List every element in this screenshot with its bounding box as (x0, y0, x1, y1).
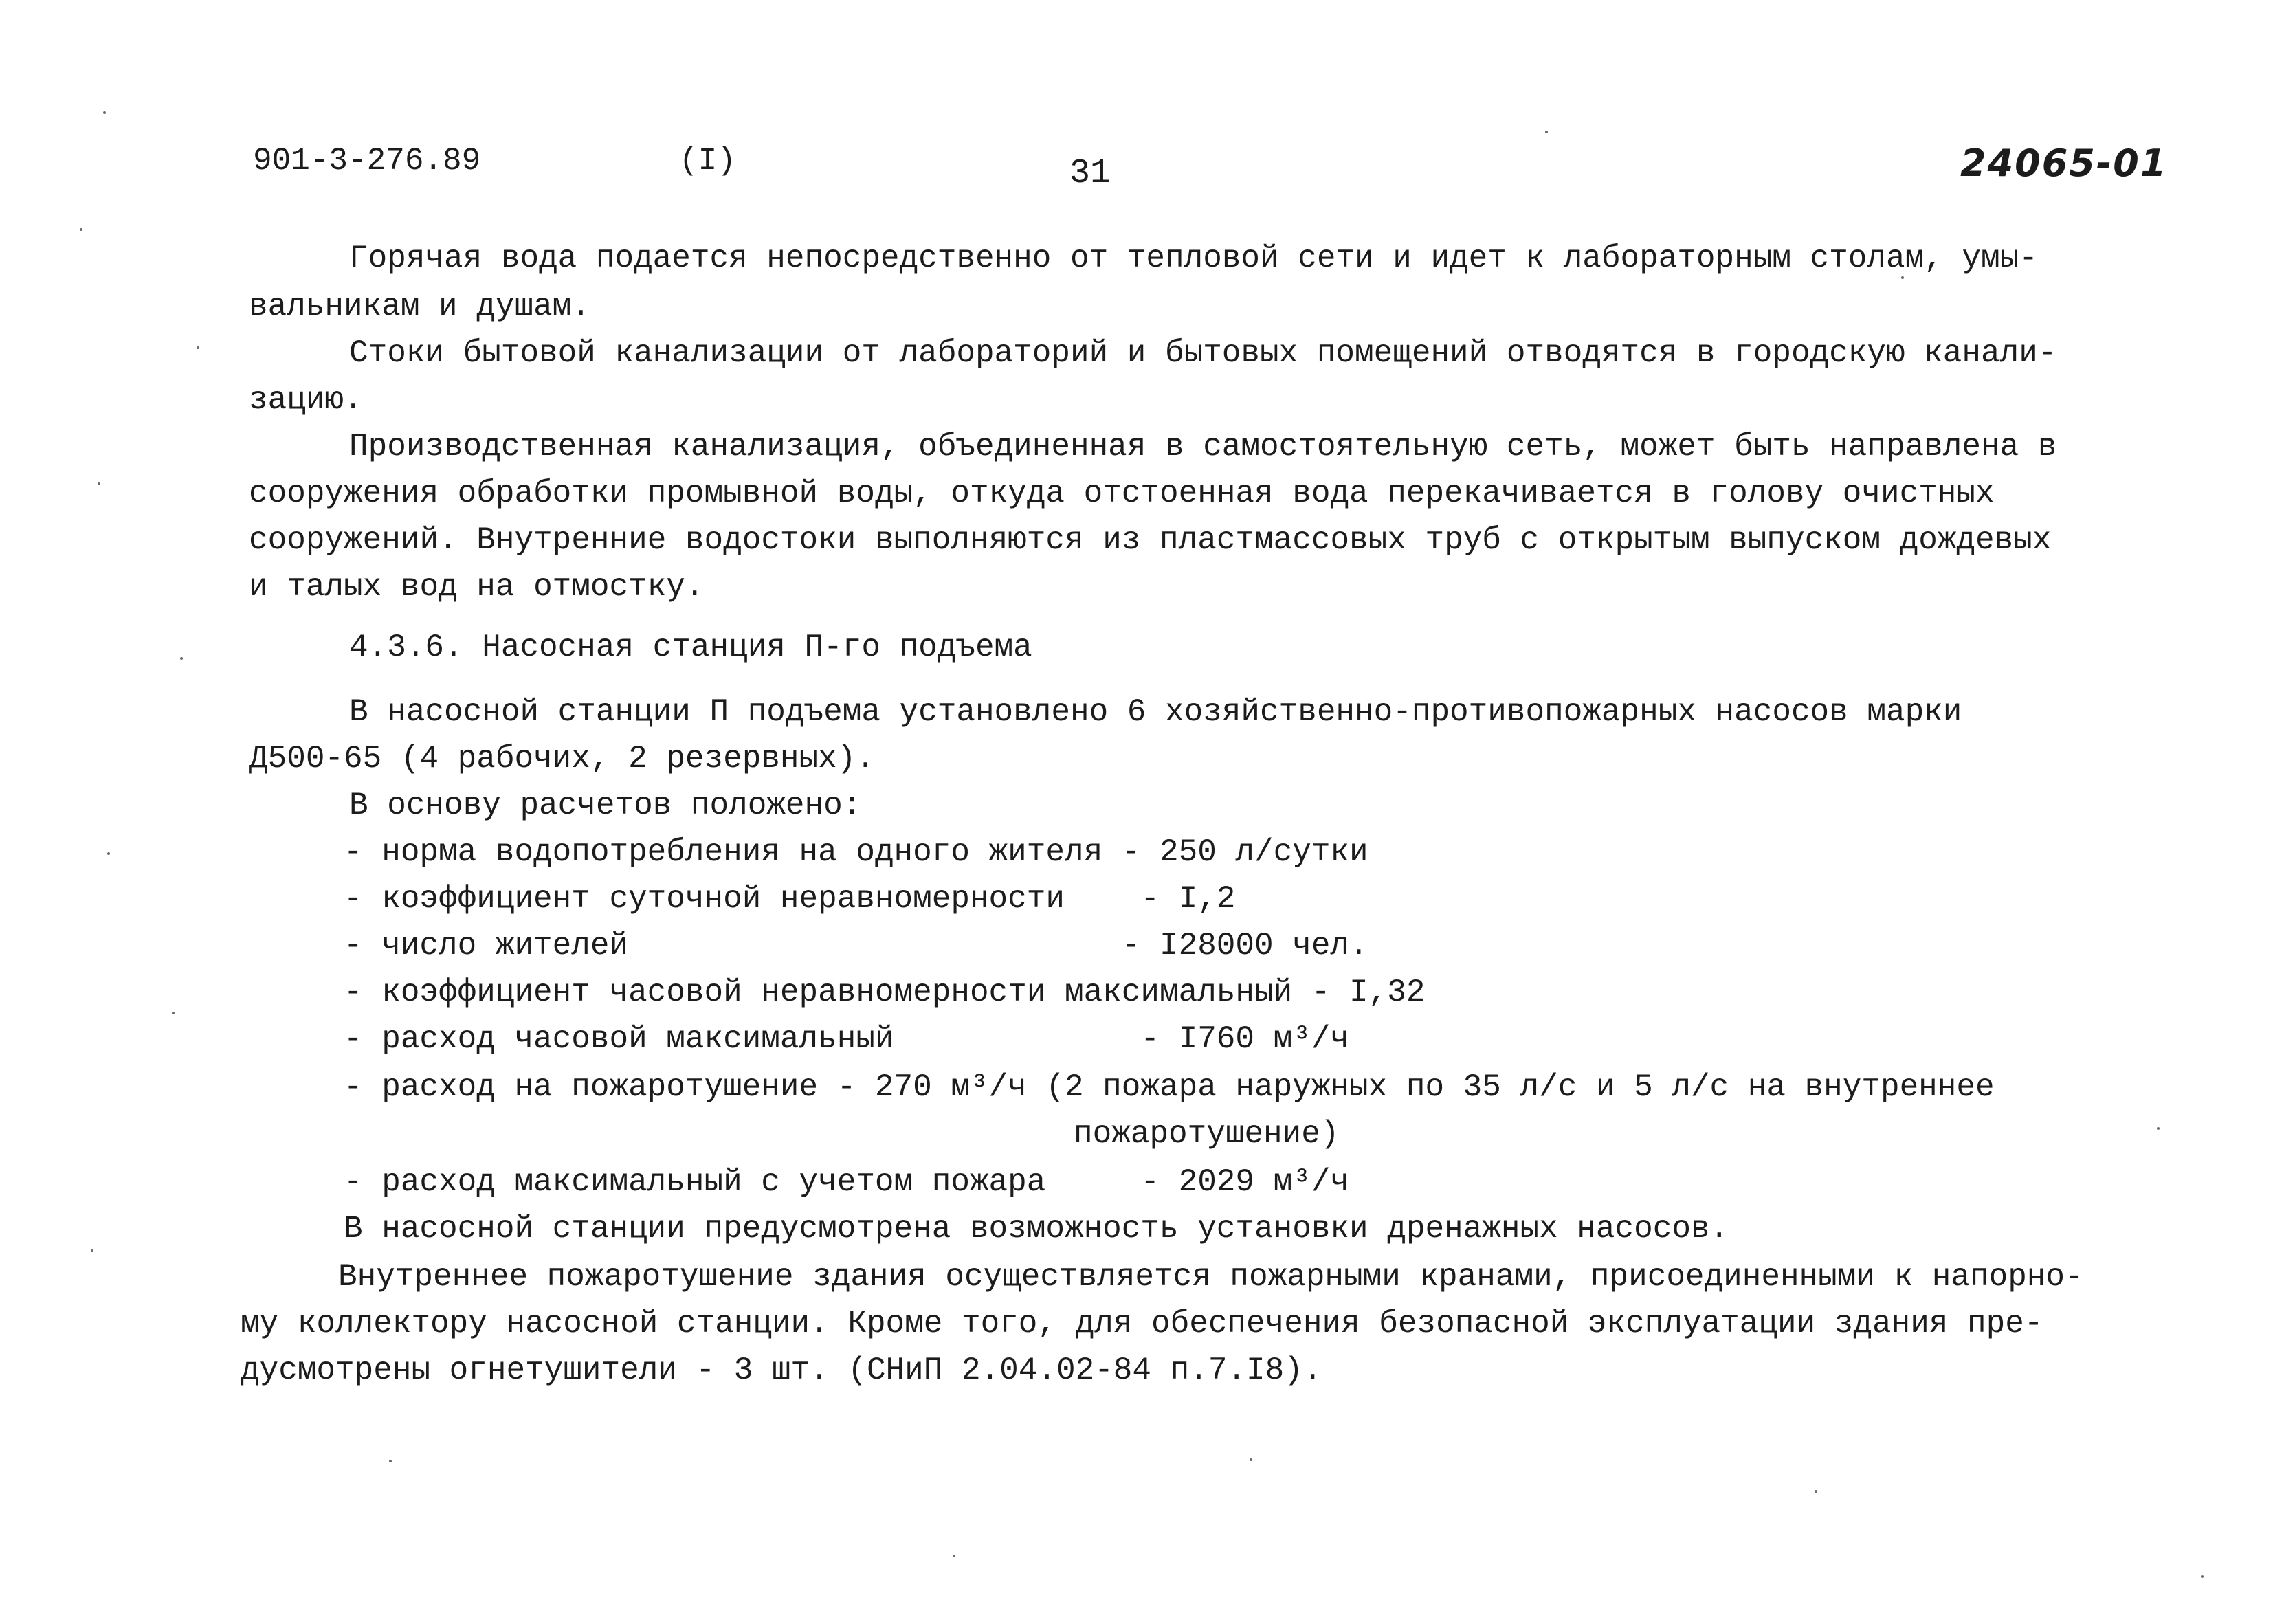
archive-number: 24065-01 (1960, 142, 2168, 185)
paragraph-industrial-line-2: сооружения обработки промывной воды, откуда отстоенная вода перекачивается в голову очистных (249, 476, 1995, 511)
param-fire-flow-line-1: - расход на пожаротушение - 270 м³/ч (2 пожара наружных по 35 л/с и 5 л/с на внутреннее (344, 1069, 1995, 1105)
scan-speck (1815, 1490, 1817, 1493)
scan-speck (98, 482, 100, 485)
paragraph-pumps-line-1: В насосной станции П подъема установлено 6 хозяйственно-противопожарных насосов марки (349, 694, 1962, 730)
section-title: 4.3.6. Насосная станция П-го подъема (349, 630, 1032, 665)
paragraph-fire-fighting-line-2: му коллектору насосной станции. Кроме того, для обеспечения безопасной эксплуатации здания пре- (241, 1306, 2043, 1342)
scan-speck (389, 1460, 392, 1462)
scan-speck (953, 1555, 955, 1557)
scan-speck (172, 1012, 175, 1014)
scan-speck (197, 346, 199, 349)
param-hourly-flow: - расход часовой максимальный - I760 м³/ч (344, 1021, 1350, 1057)
paragraph-hot-water-line-2: вальникам и душам. (249, 289, 590, 324)
param-daily-coefficient: - коэффициент суточной неравномерности - I,2 (344, 881, 1236, 917)
scan-speck (2157, 1127, 2160, 1130)
page-number: 31 (1069, 154, 1111, 193)
paragraph-sewage-line-2: зацию. (249, 382, 363, 418)
paragraph-industrial-line-1: Производственная канализация, объединенная в самостоятельную сеть, может быть направлена в (349, 429, 2057, 465)
scan-speck (103, 111, 106, 114)
scan-speck (107, 852, 110, 855)
paragraph-sewage-line-1: Стоки бытовой канализации от лабораторий и бытовых помещений отводятся в городскую канали- (349, 335, 2057, 371)
scan-speck (1250, 1458, 1252, 1461)
document-code: 901-3-276.89 (253, 143, 481, 179)
paragraph-hot-water-line-1: Горячая вода подается непосредственно от тепловой сети и идет к лабораторным столам, умы- (349, 241, 2038, 276)
scan-speck (180, 657, 183, 660)
paragraph-pumps-line-2: Д500-65 (4 рабочих, 2 резервных). (249, 741, 875, 777)
scan-speck (2201, 1575, 2204, 1578)
paragraph-fire-fighting-line-1: Внутреннее пожаротушение здания осуществляется пожарными кранами, присоединенными к напорно- (338, 1259, 2084, 1295)
calculation-basis-intro: В основу расчетов положено: (349, 788, 862, 823)
paragraph-industrial-line-4: и талых вод на отмостку. (249, 569, 705, 605)
param-consumption-norm: - норма водопотребления на одного жителя - 250 л/сутки (344, 834, 1368, 870)
paragraph-drainage-pumps: В насосной станции предусмотрена возможность установки дренажных насосов. (344, 1211, 1729, 1247)
param-residents: - число жителей - I28000 чел. (344, 928, 1368, 964)
param-hourly-coefficient: - коэффициент часовой неравномерности максимальный - I,32 (344, 975, 1426, 1010)
param-fire-flow-line-2: пожаротушение) (1074, 1116, 1340, 1152)
paragraph-fire-fighting-line-3: дусмотрены огнетушители - 3 шт. (СНиП 2.04.02-84 п.7.I8). (241, 1353, 1322, 1388)
scan-speck (1901, 276, 1904, 279)
scan-speck (1545, 131, 1548, 133)
param-max-flow: - расход максимальный с учетом пожара - 2029 м³/ч (344, 1164, 1350, 1200)
document-part: (I) (679, 143, 736, 179)
paragraph-industrial-line-3: сооружений. Внутренние водостоки выполняются из пластмассовых труб с открытым выпуском дождевых (249, 522, 2052, 558)
scan-speck (80, 228, 82, 231)
scan-speck (91, 1249, 93, 1252)
